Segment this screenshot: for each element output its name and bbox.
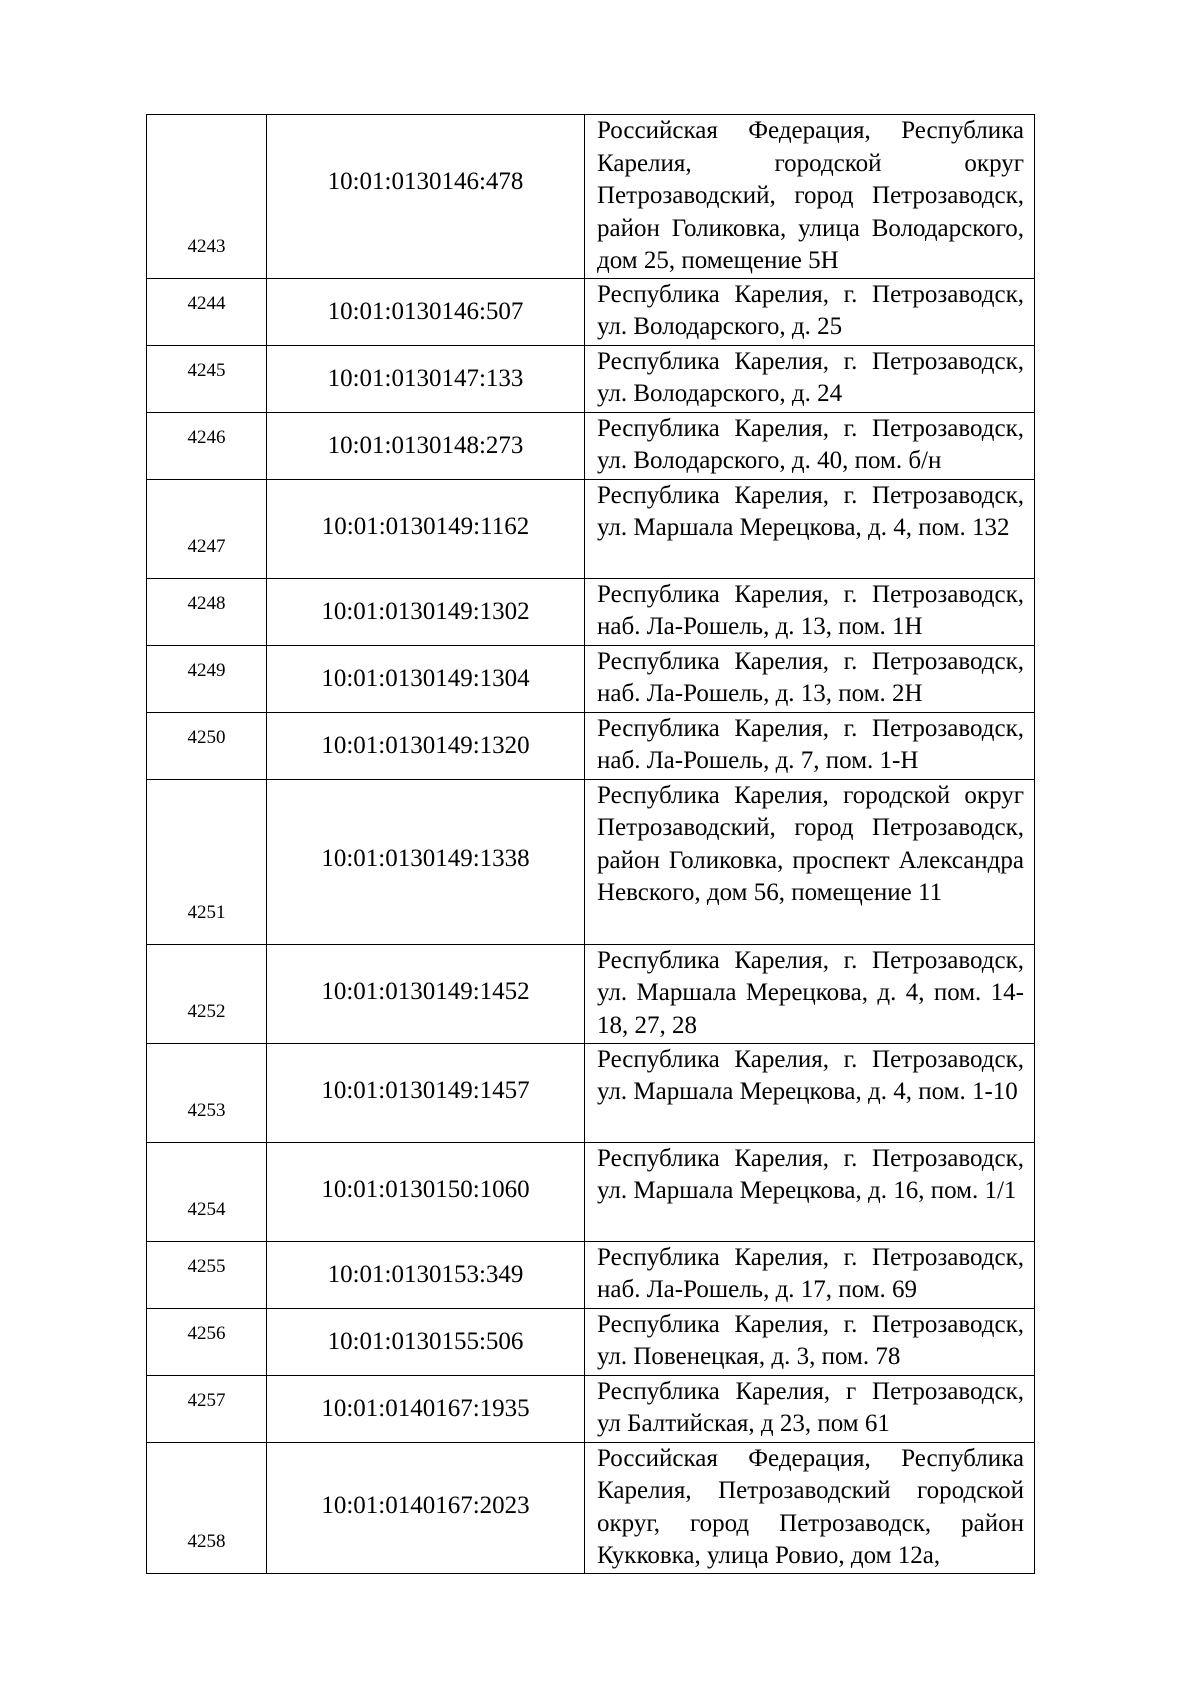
table-row [147, 1241, 1035, 1308]
cadastral-number [267, 412, 585, 479]
row-number: 4256 [147, 1308, 267, 1375]
table-row [147, 345, 1035, 412]
row-number: 4257 [147, 1375, 267, 1442]
cadastral-number [267, 1442, 585, 1573]
cadastral-number [267, 1241, 585, 1308]
table-row [147, 479, 1035, 578]
table-row [147, 712, 1035, 779]
cadastral-number-text: 10:01:0130153:349 [327, 1260, 524, 1288]
address-cell: Республика Карелия, г. Петрозаводск, ул. Володарского, д. 24 [585, 345, 1035, 412]
address-cell: Республика Карелия, г. Петрозаводск, ул. Володарского, д. 25 [585, 278, 1035, 345]
cadastral-number-text: 10:01:0140167:1935 [321, 1394, 530, 1422]
address-cell: Республика Карелия, г. Петрозаводск, ул. Володарского, д. 40, пом. б/н [585, 412, 1035, 479]
row-number: 4252 [147, 944, 267, 1043]
cadastral-number [267, 479, 585, 578]
registry-table [146, 114, 1035, 1574]
cadastral-number [267, 115, 585, 279]
cadastral-number-text: 10:01:0130147:133 [327, 364, 524, 392]
row-number: 4258 [147, 1442, 267, 1573]
cadastral-number [267, 645, 585, 712]
address-cell: Республика Карелия, г. Петрозаводск, ул. Маршала Мерецкова, д. 4, пом. 14-18, 27, 28 [585, 944, 1035, 1043]
table-row [147, 645, 1035, 712]
address-cell: Республика Карелия, г. Петрозаводск, наб. Ла-Рошель, д. 7, пом. 1-Н [585, 712, 1035, 779]
cadastral-number-text: 10:01:0130150:1060 [321, 1175, 530, 1203]
cadastral-number-text: 10:01:0130155:506 [327, 1327, 524, 1355]
address-cell: Республика Карелия, г. Петрозаводск, ул. Маршала Мерецкова, д. 16, пом. 1/1 [585, 1142, 1035, 1241]
table-row [147, 779, 1035, 944]
cadastral-number [267, 345, 585, 412]
row-number: 4245 [147, 345, 267, 412]
table-row [147, 1442, 1035, 1573]
cadastral-number-text: 10:01:0130146:507 [327, 297, 524, 325]
row-number: 4246 [147, 412, 267, 479]
row-number: 4255 [147, 1241, 267, 1308]
row-number: 4254 [147, 1142, 267, 1241]
table-row [147, 1142, 1035, 1241]
cadastral-number-text: 10:01:0130149:1320 [321, 731, 530, 759]
row-number: 4249 [147, 645, 267, 712]
cadastral-number [267, 1043, 585, 1142]
address-cell: Республика Карелия, г. Петрозаводск, ул. Маршала Мерецкова, д. 4, пом. 1-10 [585, 1043, 1035, 1142]
table-row [147, 1375, 1035, 1442]
cadastral-number [267, 712, 585, 779]
row-number: 4247 [147, 479, 267, 578]
row-number: 4243 [147, 115, 267, 279]
address-cell: Республика Карелия, г. Петрозаводск, наб. Ла-Рошель, д. 13, пом. 2Н [585, 645, 1035, 712]
table-row [147, 115, 1035, 279]
address-cell: Российская Федерация, Республика Карелия, городской округ Петрозаводский, город Петрозаводск, район Голиковка, улица Володарского, дом 25, помещение 5Н [585, 115, 1035, 279]
address-cell: Республика Карелия, г Петрозаводск, ул Балтийская, д 23, пом 61 [585, 1375, 1035, 1442]
table-row [147, 944, 1035, 1043]
row-number: 4244 [147, 278, 267, 345]
cadastral-number-text: 10:01:0130149:1452 [321, 977, 530, 1005]
table-row [147, 278, 1035, 345]
cadastral-number-text: 10:01:0130149:1162 [321, 512, 530, 540]
address-cell: Республика Карелия, г. Петрозаводск, ул. Повенецкая, д. 3, пом. 78 [585, 1308, 1035, 1375]
cadastral-number-text: 10:01:0130149:1457 [321, 1076, 530, 1104]
cadastral-number-text: 10:01:0140167:2023 [321, 1491, 530, 1519]
row-number: 4248 [147, 578, 267, 645]
cadastral-number [267, 1142, 585, 1241]
address-cell: Республика Карелия, г. Петрозаводск, ул. Маршала Мерецкова, д. 4, пом. 132 [585, 479, 1035, 578]
row-number: 4250 [147, 712, 267, 779]
cadastral-number [267, 278, 585, 345]
table-row [147, 578, 1035, 645]
cadastral-number-text: 10:01:0130148:273 [327, 431, 524, 459]
address-cell: Республика Карелия, г. Петрозаводск, наб. Ла-Рошель, д. 13, пом. 1Н [585, 578, 1035, 645]
cadastral-number-text: 10:01:0130149:1304 [321, 664, 530, 692]
cadastral-number [267, 779, 585, 944]
cadastral-number-text: 10:01:0130149:1338 [321, 844, 530, 872]
cadastral-number-text: 10:01:0130146:478 [327, 168, 524, 195]
address-cell: Российская Федерация, Республика Карелия, Петрозаводский городской округ, город Петрозаводск, район Кукковка, улица Ровио, дом 12а, [585, 1442, 1035, 1573]
table-row [147, 412, 1035, 479]
cadastral-number [267, 1375, 585, 1442]
address-cell: Республика Карелия, городской округ Петрозаводский, город Петрозаводск, район Голиковка, проспект Александра Невского, дом 56, помещение 11 [585, 779, 1035, 944]
table-row [147, 1308, 1035, 1375]
row-number: 4251 [147, 779, 267, 944]
cadastral-number [267, 1308, 585, 1375]
table-row [147, 1043, 1035, 1142]
cadastral-number-text: 10:01:0130149:1302 [321, 597, 530, 625]
row-number: 4253 [147, 1043, 267, 1142]
cadastral-number [267, 578, 585, 645]
address-cell: Республика Карелия, г. Петрозаводск, наб. Ла-Рошель, д. 17, пом. 69 [585, 1241, 1035, 1308]
cadastral-number [267, 944, 585, 1043]
